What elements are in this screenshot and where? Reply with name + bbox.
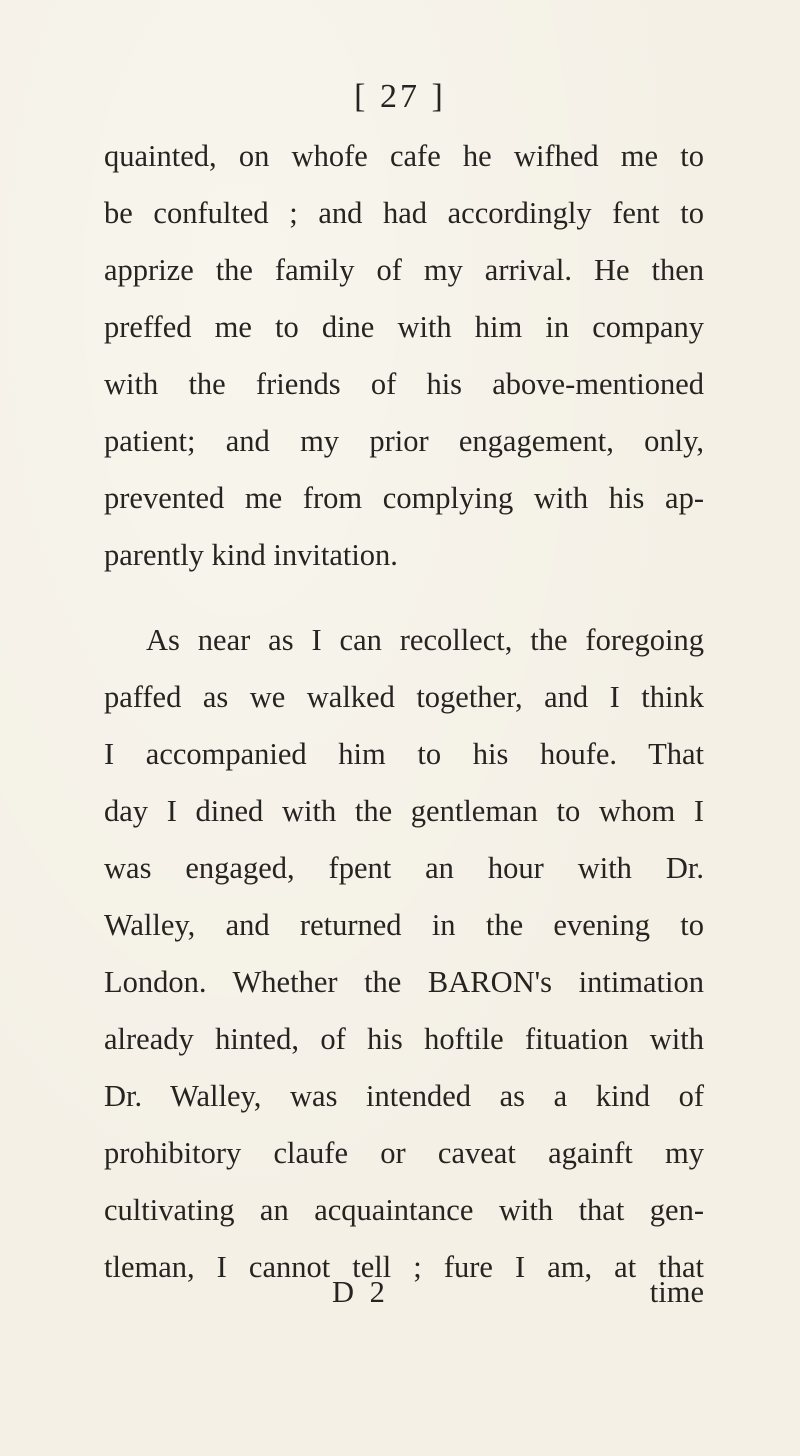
paragraph-2: [104, 612, 704, 1296]
text-line: prohibitory claufe or caveat againft my: [104, 1136, 704, 1170]
text-line: quainted, on whofe cafe he wifhed me to: [104, 139, 704, 173]
text-line: already hinted, of his hoftile fituation with: [104, 1022, 704, 1056]
text-line: day I dined with the gentleman to whom I: [104, 794, 704, 828]
text-line: with the friends of his above-mentioned: [104, 367, 704, 401]
text-line: As near as I can recollect, the foregoing: [146, 623, 704, 657]
text-line: preffed me to dine with him in company: [104, 310, 704, 344]
text-line: tleman, I cannot tell ; fure I am, at that: [104, 1250, 704, 1284]
signature-mark: D 2: [332, 1275, 389, 1309]
paragraph-1: [104, 128, 704, 584]
page-footer: [104, 1264, 704, 1321]
text-line: was engaged, fpent an hour with Dr.: [104, 851, 704, 885]
text-line: cultivating an acquaintance with that gen-: [104, 1193, 704, 1227]
catchword: time: [649, 1275, 704, 1309]
text-line: London. Whether the BARON's intimation: [104, 965, 704, 999]
text-line: Dr. Walley, was intended as a kind of: [104, 1079, 704, 1113]
text-line: patient; and my prior engagement, only,: [104, 424, 704, 458]
text-line: prevented me from complying with his ap-: [104, 481, 704, 515]
text-line: be confulted ; and had accordingly fent to: [104, 196, 704, 230]
text-line: paffed as we walked together, and I think: [104, 680, 704, 714]
page-number: [ 27 ]: [354, 78, 446, 115]
text-line: apprize the family of my arrival. He then: [104, 253, 704, 287]
text-line: I accompanied him to his houfe. That: [104, 737, 704, 771]
text-line: parently kind invitation.: [104, 538, 398, 572]
text-line: Walley, and returned in the evening to: [104, 908, 704, 942]
